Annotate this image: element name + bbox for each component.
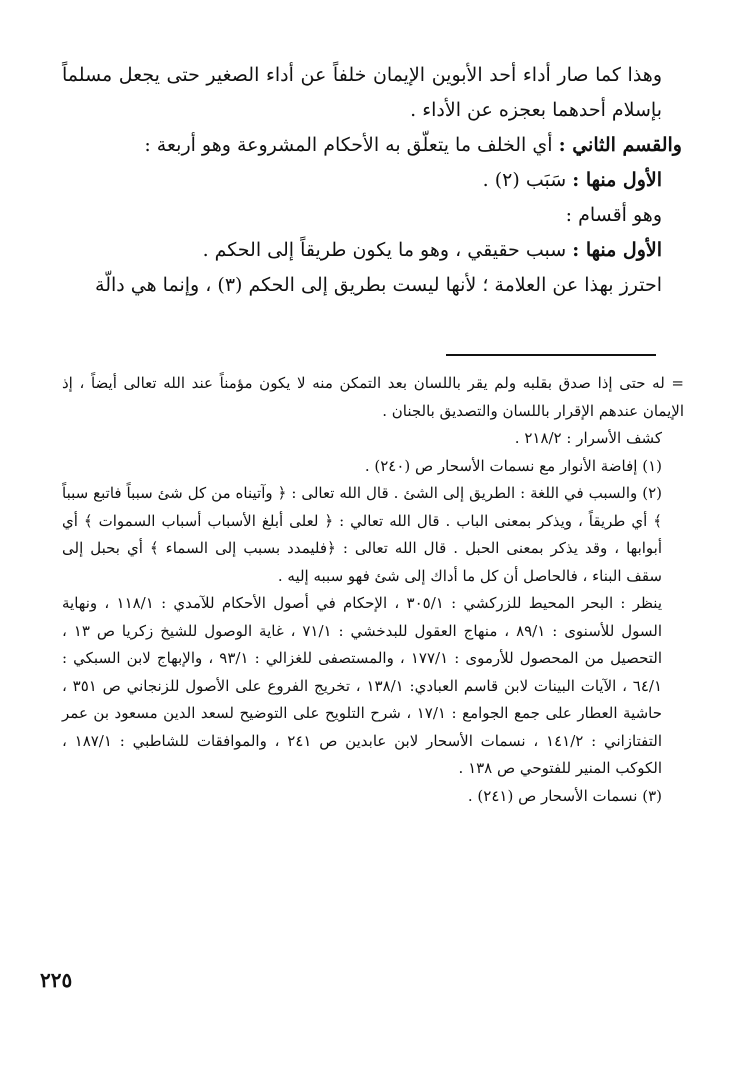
footnote-1: (١) إفاضة الأنوار مع نسمات الأسحار ص (٢٤٠) . (364, 456, 662, 475)
footnote-continuation-source: كشف الأسرار : ٢١٨/٢ . (514, 429, 662, 447)
paragraph-2 (62, 128, 682, 163)
paragraph-3-text: سَبَب (٢) . (482, 169, 567, 191)
paragraph-6: احترز بهذا عن العلامة ؛ لأنها ليست بطريق إلى الحكم (٣) ، وإنما هي دالّة (95, 274, 662, 296)
paragraph-5-text: سبب حقيقي ، وهو ما يكون طريقاً إلى الحكم . (202, 239, 567, 261)
main-text (62, 58, 682, 303)
paragraph-2-text: أي الخلف ما يتعلّق به الأحكام المشروعة وهو أربعة : (144, 134, 553, 156)
paragraph-1: وهذا كما صار أداء أحد الأبوين الإيمان خلفاً عن أداء الصغير حتى يجعل مسلماً بإسلام أحدهما بعجزه عن الأداء . (62, 64, 662, 121)
paragraph-4: وهو أقسام : (565, 204, 662, 226)
paragraph-5 (62, 233, 682, 268)
paragraph-3-lead: الأول منها : (572, 169, 662, 191)
footnotes (62, 370, 684, 810)
footnote-separator (446, 354, 656, 356)
paragraph-2-lead: والقسم الثاني : (558, 134, 682, 156)
footnote-3: (٣) نسمات الأسحار ص (٢٤١) . (467, 786, 662, 805)
footnote-2: (٢) والسبب في اللغة : الطريق إلى الشئ . قال الله تعالى : ﴿ وآتيناه من كل شئ سبباً فاتبع سبباً ﴾ أي طريقاً ، ويذكر بمعنى الباب . قال الله تعالي : ﴿ لعلى أبلغ الأسباب أسباب السموات ﴾ أي أبوابها ، وقد يذكر بمعنى الحبل . قال الله تعالى : ﴿فليمدد بسبب إلى السماء ﴾ أي بحبل إلى سقف البناء ، فالحاصل أن كل ما أداك إلى شئ فهو سببه إليه . (62, 484, 662, 585)
footnote-2-references: ينظر : البحر المحيط للزركشي : ٣٠٥/١ ، الإحكام في أصول الأحكام للآمدي : ١١٨/١ ، ونهاية السول للأسنوى : ٨٩/١ ، منهاج العقول للبدخشي : ٧١/١ ، غاية الوصول للشيخ زكريا ص ١٣ ، التحصيل من المحصول للأرموى : ١٧٧/١ ، والمستصفى للغزالي : ٩٣/١ ، والإبهاج لابن السبكي : ٦٤/١ ، الآيات البينات لابن قاسم العبادي: ١٣٨/١ ، تخريج الفروع على الأصول للزنجاني ص ٣٥١ ، حاشية العطار على جمع الجوامع : ١٧/١ ، شرح التلويح على التوضيح لسعد الدين مسعود بن عمر التفتازاني : ١٤١/٢ ، نسمات الأسحار لابن عابدين ص ٢٤١ ، والموافقات للشاطبي : ١٨٧/١ ، الكوكب المنير للفتوحي ص ١٣٨ . (62, 594, 663, 777)
paragraph-5-lead: الأول منها : (572, 239, 662, 261)
page-number: ٢٢٥ (40, 968, 73, 992)
paragraph-3 (62, 163, 682, 198)
footnote-continuation: = له حتى إذا صدق بقلبه ولم يقر باللسان بعد التمكن منه لا يكون مؤمناً عند الله تعالى أيضاً ، إذ الإيمان عندهم الإقرار باللسان والتصديق بالجنان . (62, 374, 684, 420)
